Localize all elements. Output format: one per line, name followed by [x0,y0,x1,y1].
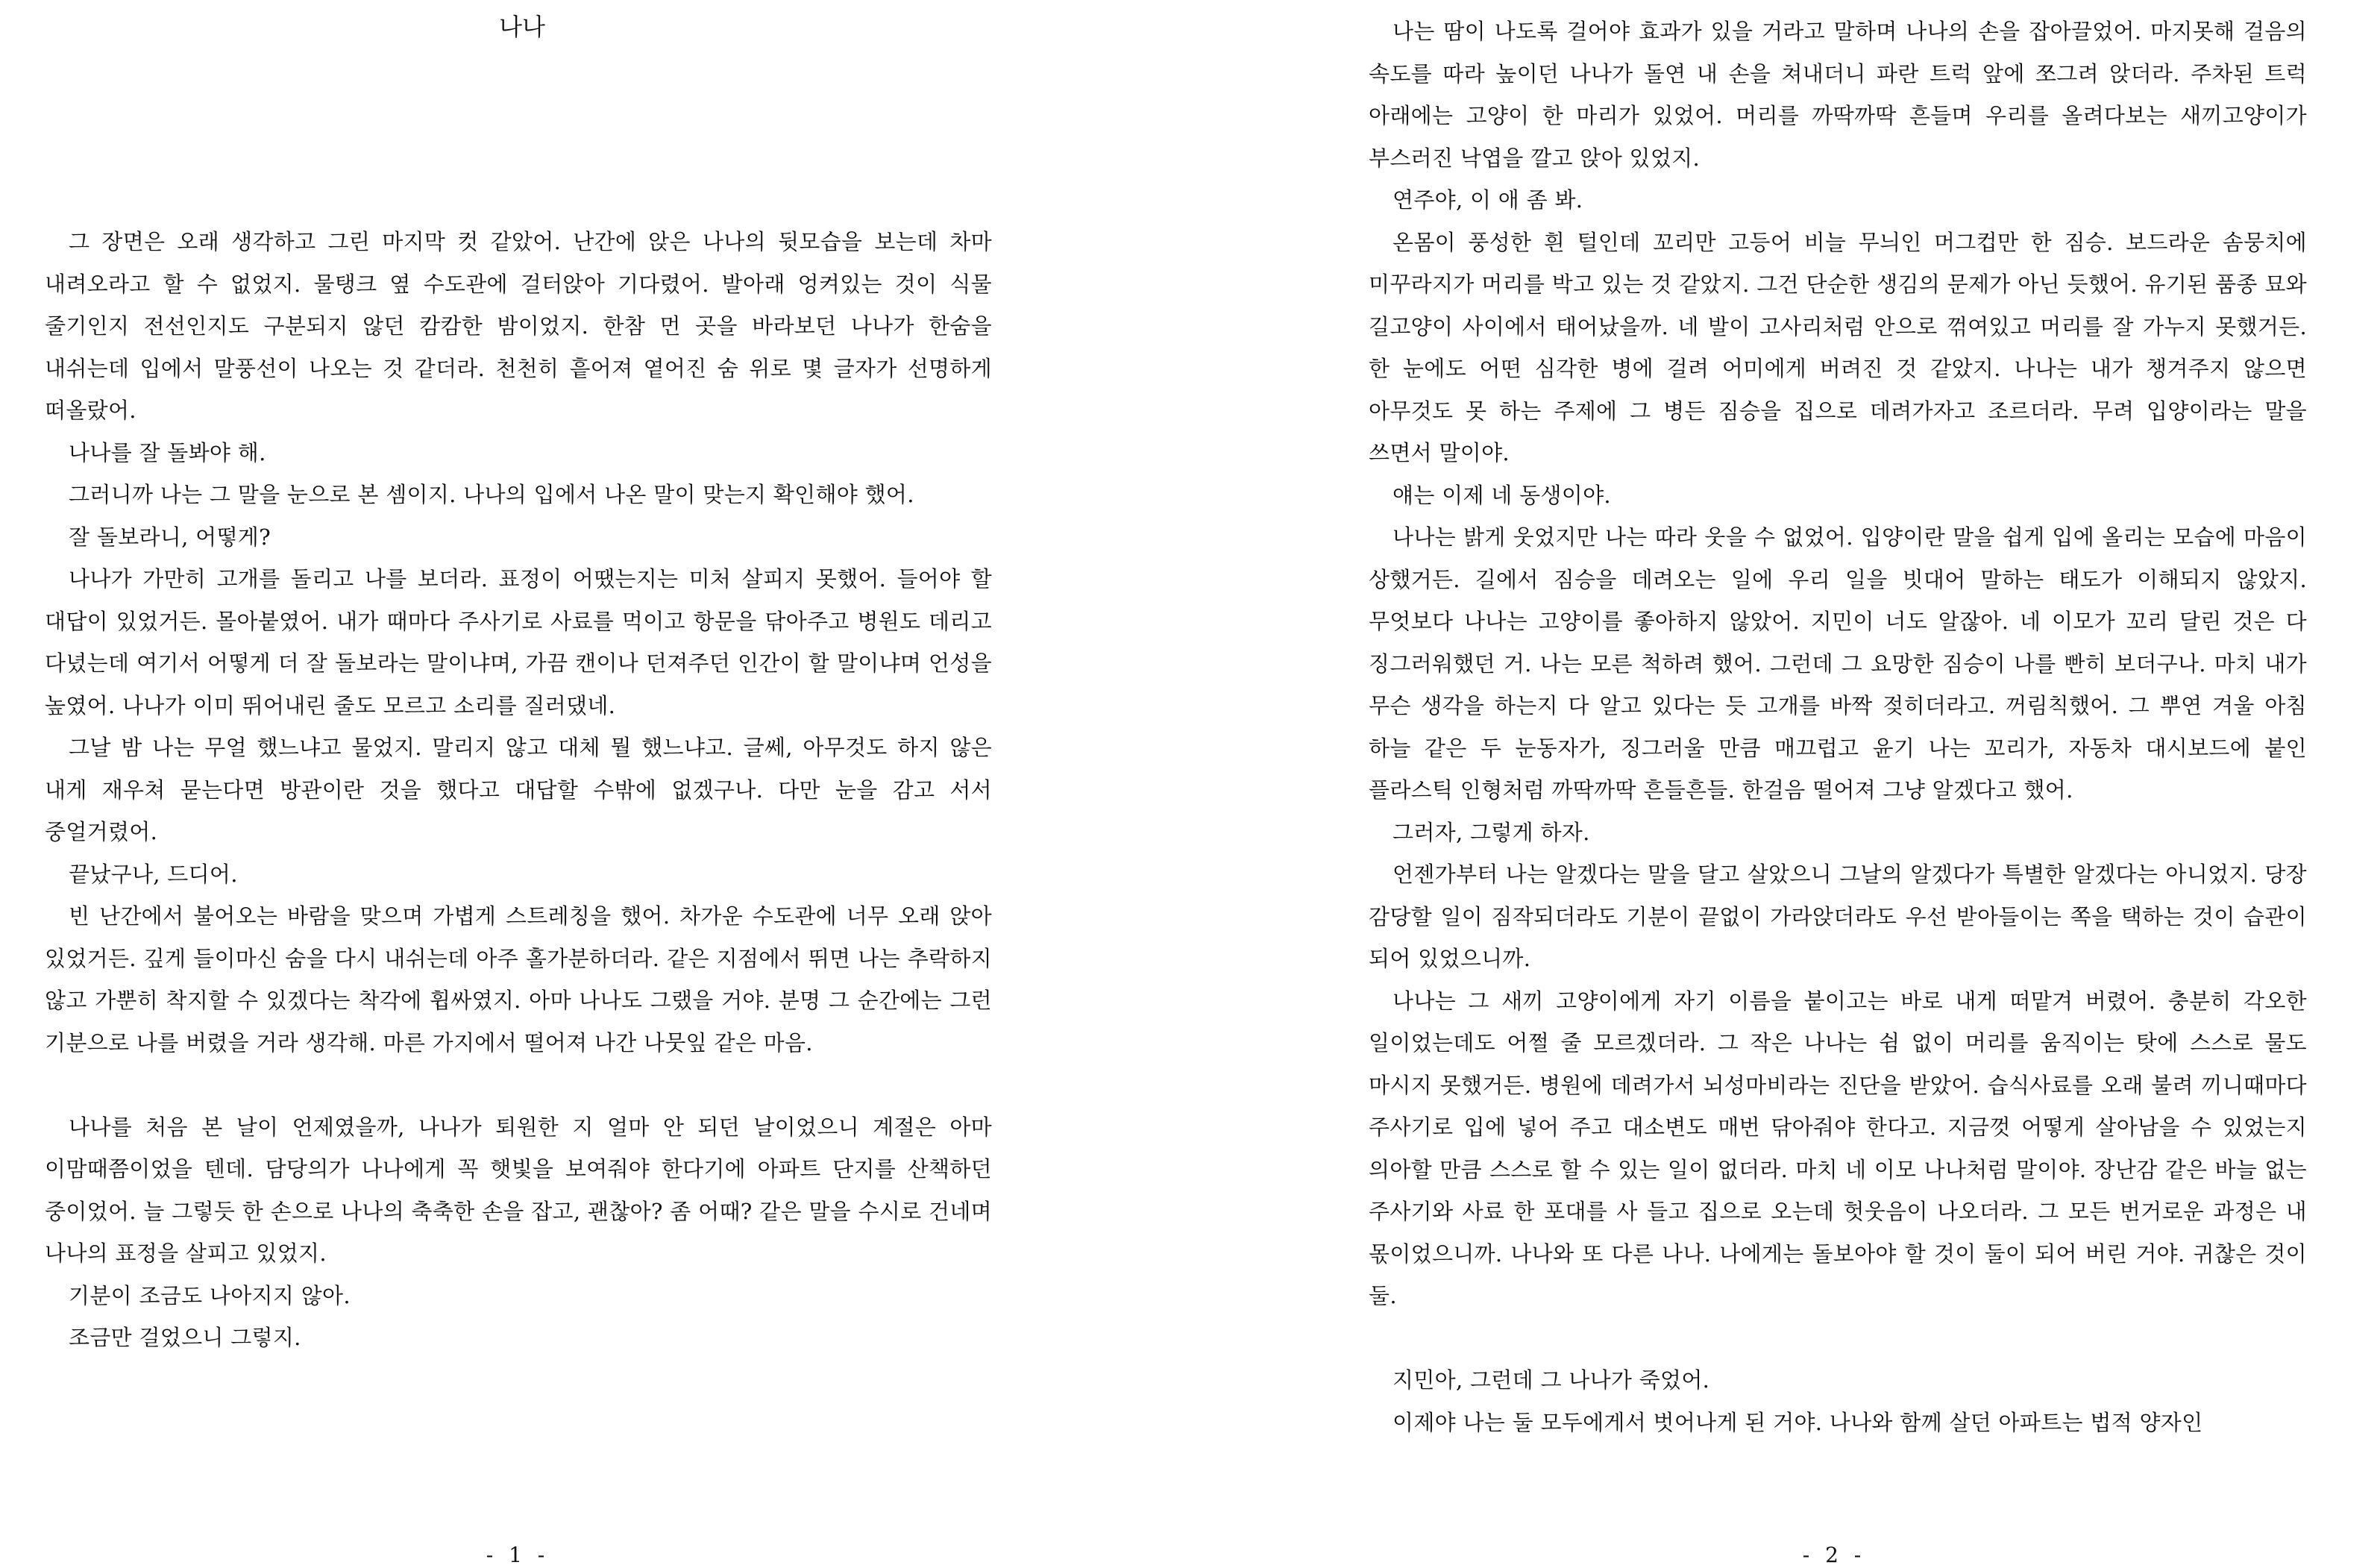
page-2 [1190,0,2380,1568]
paragraph: 나나가 가만히 고개를 돌리고 나를 보더라. 표정이 어땠는지는 미처 살피지 못했어. 들어야 할 대답이 있었거든. 몰아붙였어. 내가 때마다 주사기로 사료를 먹이고 항문을 닦아주고 병원도 데리고 다녔는데 여기서 어떻게 더 잘 돌보라는 말이냐며, 가끔 캔이나 던져주던 인간이 할 말이냐며 언성을 높였어. 나나가 이미 뛰어내린 줄도 모르고 소리를 질러댔네. [45,566,992,718]
page-2-body [1369,10,2307,1443]
paragraph: 그 장면은 오래 생각하고 그린 마지막 컷 같았어. 난간에 앉은 나나의 뒷모습을 보는데 차마 내려오라고 할 수 없었지. 물탱크 옆 수도관에 걸터앉아 기다렸어. 발아래 엉켜있는 것이 식물 줄기인지 전선인지도 구분되지 않던 캄캄한 밤이었지. 한참 먼 곳을 바라보던 나나가 한숨을 내쉬는데 입에서 말풍선이 나오는 것 같더라. 천천히 흩어져 옅어진 숨 위로 몇 글자가 선명하게 떠올랐어. [45,229,992,423]
page-1-body [45,221,992,1359]
paragraph: 그러니까 나는 그 말을 눈으로 본 셈이지. 나나의 입에서 나온 말이 맞는지 확인해야 했어. [69,482,914,507]
paragraph: 언젠가부터 나는 알겠다는 말을 달고 살았으니 그날의 알겠다가 특별한 알겠다는 아니었지. 당장 감당할 일이 짐작되더라도 기분이 끝없이 가라앉더라도 우선 받아들이는 쪽을 택하는 것이 습관이 되어 있었으니까. [1369,862,2307,971]
paragraph: 기분이 조금도 나아지지 않아. [69,1282,351,1308]
paragraph: 나나는 그 새끼 고양이에게 자기 이름을 붙이고는 바로 내게 떠맡겨 버렸어. 충분히 각오한 일이었는데도 어쩔 줄 모르겠더라. 그 작은 나나는 쉼 없이 머리를 움직이는 탓에 스스로 물도 마시지 못했거든. 병원에 데려가서 뇌성마비라는 진단을 받았어. 습식사료를 오래 불려 끼니때마다 주사기로 입에 넣어 주고 대소변도 매번 닦아줘야 한다고. 지금껏 어떻게 살아남을 수 있었는지 의아할 만큼 스스로 할 수 있는 일이 없더라. 마치 네 이모 나나처럼 말이야. 장난감 같은 바늘 없는 주사기와 사료 한 포대를 사 들고 집으로 오는데 헛웃음이 나오더라. 그 모든 번거로운 과정은 내 몫이었으니까. 나나와 또 다른 나나. 나에게는 돌보아야 할 것이 둘이 되어 버린 거야. 귀찮은 것이 둘. [1369,988,2307,1308]
paragraph: 나는 땀이 나도록 걸어야 효과가 있을 거라고 말하며 나나의 손을 잡아끌었어. 마지못해 걸음의 속도를 따라 높이던 나나가 돌연 내 손을 쳐내더니 파란 트럭 앞에 쪼그려 앉더라. 주차된 트럭 아래에는 고양이 한 마리가 있었어. 머리를 까딱까딱 흔들며 우리를 올려다보는 새끼고양이가 부스러진 낙엽을 깔고 앉아 있었지. [1369,19,2307,171]
paragraph: 나나는 밝게 웃었지만 나는 따라 웃을 수 없었어. 입양이란 말을 쉽게 입에 올리는 모습에 마음이 상했거든. 길에서 짐승을 데려오는 일에 우리 일을 빗대어 말하는 태도가 이해되지 않았지. 무엇보다 나나는 고양이를 좋아하지 않았어. 지민이 너도 알잖아. 네 이모가 꼬리 달린 것은 다 징그러워했던 거. 나는 모른 척하려 했어. 그런데 그 요망한 짐승이 나를 빤히 보더구나. 마치 내가 무슨 생각을 하는지 다 알고 있다는 듯 고개를 바짝 젖히더라고. 꺼림칙했어. 그 뿌연 겨울 아침 하늘 같은 두 눈동자가, 징그러울 만큼 매끄럽고 윤기 나는 꼬리가, 자동차 대시보드에 붙인 플라스틱 인형처럼 까딱까딱 흔들흔들. 한걸음 떨어져 그냥 알겠다고 했어. [1369,524,2307,803]
paragraph: 지민아, 그런데 그 나나가 죽었어. [1392,1367,1710,1393]
page-number: - 2 - [1802,1543,1866,1567]
paragraph: 얘는 이제 네 동생이야. [1392,482,1611,508]
paragraph: 그러자, 그렇게 하자. [1392,819,1590,845]
paragraph: 연주야, 이 애 좀 봐. [1392,187,1583,213]
paragraph: 끝났구나, 드디어. [69,861,238,887]
paragraph: 나나를 처음 본 날이 언제였을까, 나나가 퇴원한 지 얼마 안 되던 날이었으니 계절은 아마 이맘때쯤이었을 텐데. 담당의가 나나에게 꼭 햇빛을 보여줘야 한다기에 아파트 단지를 산책하던 중이었어. 늘 그렇듯 한 손으로 나나의 축축한 손을 잡고, 괜찮아? 좀 어때? 같은 말을 수시로 건네며 나나의 표정을 살피고 있었지. [45,1114,992,1266]
paragraph: 나나를 잘 돌봐야 해. [69,439,266,465]
paragraph: 빈 난간에서 불어오는 바람을 맞으며 가볍게 스트레칭을 했어. 차가운 수도관에 너무 오래 앉아 있었거든. 깊게 들이마신 숨을 다시 내쉬는데 아주 홀가분하더라. 같은 지점에서 뛰면 나는 추락하지 않고 가뿐히 착지할 수 있겠다는 착각에 휩싸였지. 아마 나나도 그랬을 거야. 분명 그 순간에는 그런 기분으로 나를 버렸을 거라 생각해. 마른 가지에서 떨어져 나간 나뭇잎 같은 마음. [45,903,992,1056]
page-number: - 1 - [486,1543,550,1567]
section-break [1369,1317,2307,1360]
paragraph: 온몸이 풍성한 흰 털인데 꼬리만 고등어 비늘 무늬인 머그컵만 한 짐승. 보드라운 솜뭉치에 미꾸라지가 머리를 박고 있는 것 같았지. 그건 단순한 생김의 문제가 아닌 듯했어. 유기된 품종 묘와 길고양이 사이에서 태어났을까. 네 발이 고사리처럼 안으로 꺾여있고 머리를 잘 가누지 못했거든. 한 눈에도 어떤 심각한 병에 걸려 어미에게 버려진 것 같았지. 나나는 내가 챙겨주지 않으면 아무것도 못 하는 주제에 그 병든 짐승을 집으로 데려가자고 조르더라. 무려 입양이라는 말을 쓰면서 말이야. [1369,229,2307,465]
chapter-title: 나나 [499,13,545,41]
paragraph: 그날 밤 나는 무얼 했느냐고 물었지. 말리지 않고 대체 뭘 했느냐고. 글쎄, 아무것도 하지 않은 내게 재우쳐 묻는다면 방관이란 것을 했다고 대답할 수밖에 없겠구나. 다만 눈을 감고 서서 중얼거렸어. [45,735,992,844]
paragraph: 조금만 걸었으니 그렇지. [69,1325,301,1350]
paragraph: 이제야 나는 둘 모두에게서 벗어나게 된 거야. 나나와 함께 살던 아파트는 법적 양자인 [1392,1409,2203,1435]
paragraph: 잘 돌보라니, 어떻게? [69,524,271,550]
section-break [45,1064,992,1106]
